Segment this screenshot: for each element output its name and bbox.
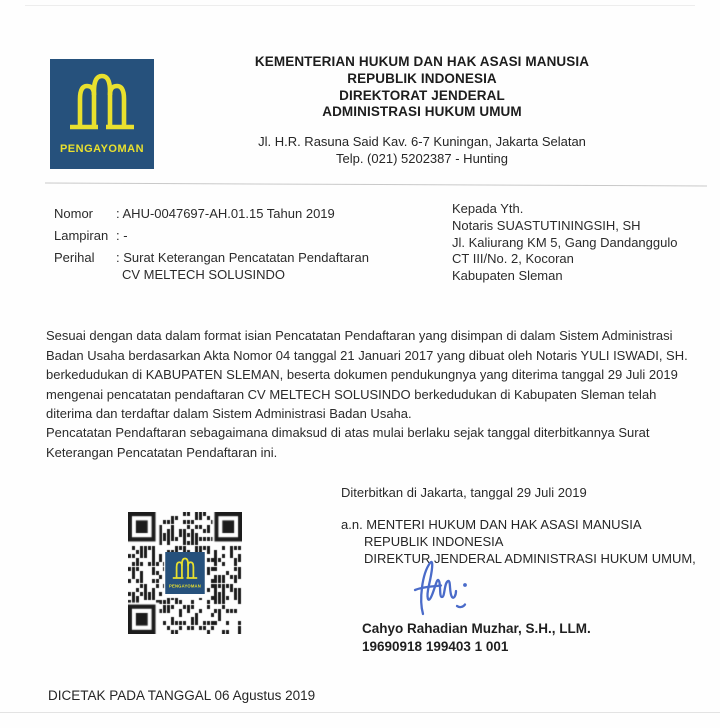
signature — [408, 554, 488, 625]
ministry-name-line: KEMENTERIAN HUKUM DAN HAK ASASI MANUSIA — [254, 54, 590, 69]
lampiran-label: Lampiran — [54, 228, 109, 243]
letterhead-address — [230, 134, 614, 167]
signer-nip: 19690918 199403 1 001 — [362, 638, 509, 654]
perihal-value: : Surat Keterangan Pencatatan Pendaftaran — [116, 250, 369, 265]
qr-center-logo — [165, 552, 205, 594]
meta-row-lampiran — [54, 228, 369, 243]
recipient-line: Notaris SUASTUTININGSIH, SH — [452, 217, 641, 233]
nomor-value: : AHU-0047697-AH.01.15 Tahun 2019 — [116, 206, 335, 221]
ministry-name-line: DIREKTORAT JENDERAL — [339, 87, 505, 103]
body-paragraph-2: Pencatatan Pendaftaran sebagaimana dimaksud di atas mulai berlaku sejak tanggal diterbitkannya Surat Keterangan Pencatatan Pendaftaran ini. — [46, 425, 650, 460]
qr-code — [128, 512, 242, 634]
scan-edge-top — [25, 5, 695, 6]
ministry-name-line: REPUBLIK INDONESIA — [347, 70, 497, 86]
issued-line: Diterbitkan di Jakarta, tanggal 29 Juli 2019 — [341, 485, 587, 500]
letter-meta — [54, 206, 369, 282]
letterhead — [230, 54, 614, 167]
recipient-block — [452, 201, 677, 285]
onbehalf-line: REPUBLIK INDONESIA — [364, 534, 504, 550]
pengayoman-emblem-icon — [50, 59, 154, 169]
phone-line: Telp. (021) 5202387 - Hunting — [335, 150, 508, 166]
meta-row-perihal — [54, 250, 369, 265]
lampiran-value: : - — [116, 228, 128, 243]
recipient-line: Kabupaten Sleman — [452, 268, 563, 284]
perihal-value-line2: CV MELTECH SOLUSINDO — [122, 267, 286, 282]
printed-date-line: DICETAK PADA TANGGAL 06 Agustus 2019 — [48, 688, 316, 703]
recipient-line: Kepada Yth. — [452, 201, 524, 216]
letterhead-divider — [45, 183, 707, 187]
onbehalf-block — [341, 516, 696, 568]
signer-block — [362, 620, 591, 655]
body-paragraph-1: Sesuai dengan data dalam format isian Pencatatan Pendaftaran yang disimpan di dalam Sistem Administrasi Badan Usaha berdasarkan Akta Nomor 04 tanggal 21 Januari 2017 yang dibuat oleh Notaris YULI ISWADI, SH. berkedudukan di KABUPATEN SLEMAN, beserta dokumen pendukungnya yang diterima tanggal 29 Juli 2019 mengenai pencatatan pendaftaran CV MELTECH SOLUSINDO berkedudukan di Kabupaten Sleman telah diterima dan terdaftar dalam Sistem Administrasi Badan Usaha. — [46, 328, 688, 422]
address-line: Jl. H.R. Rasuna Said Kav. 6-7 Kuningan, Jakarta Selatan — [258, 134, 586, 150]
perihal-label: Perihal — [54, 250, 95, 265]
pengayoman-emblem-icon — [165, 552, 205, 594]
signer-name: Cahyo Rahadian Muzhar, S.H., LLM. — [362, 621, 591, 636]
ministry-logo — [50, 59, 154, 169]
nomor-label: Nomor — [54, 206, 94, 221]
signature-ink-icon — [408, 554, 488, 620]
meta-row-nomor — [54, 206, 369, 221]
scan-edge-bottom — [0, 712, 720, 713]
onbehalf-line: a.n. MENTERI HUKUM DAN HAK ASASI MANUSIA — [341, 517, 642, 532]
recipient-line: CT III/No. 2, Kocoran — [452, 251, 574, 267]
ministry-name-line: ADMINISTRASI HUKUM UMUM — [322, 104, 522, 120]
onbehalf-line: DIREKTUR JENDERAL ADMINISTRASI HUKUM UMUM, — [364, 551, 696, 567]
recipient-line: Jl. Kaliurang KM 5, Gang Dandanggulo — [452, 234, 678, 250]
